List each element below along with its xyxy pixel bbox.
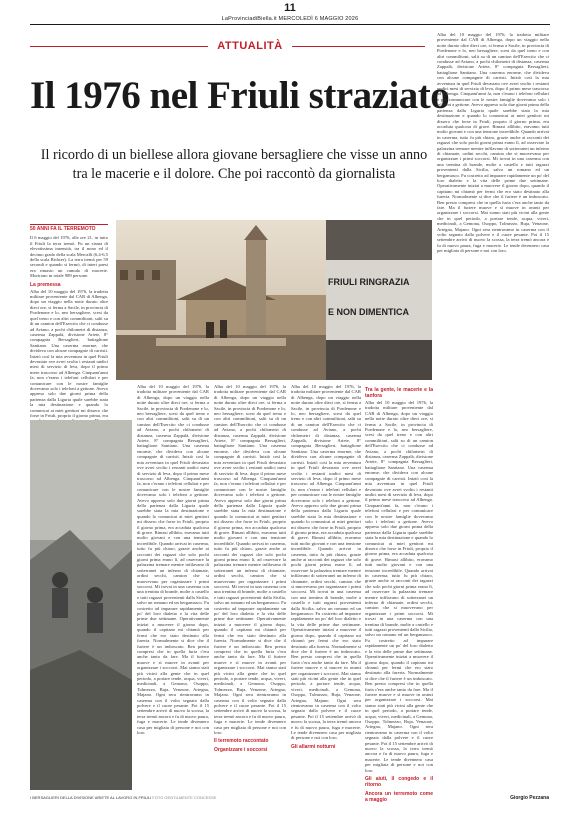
body-column-1-text: Alba del 10 maggio del 1976, la tradotta militare proveniente dal CAR di Albenga, dopo un viaggio nella notte durato oltre dieci ore, si ferma a Sacile, in provincia di Pordenone e lo, neo bersagliere, scesi da quel treno e con altri commilitoni, salii su di un camion dell'Esercito che ci condusse ad Aviano, a pochi chilometri di distanza, caserma Zappalà, divisione Ariete, 8° compagnia Bersaglieri, battaglione Santiano. Una caserma enorme, che divideva con alcune compagnie di carristi. Iniziò così la mia avventura in quel Friuli devastato ove avrei svolto i restanti undici mesi di servizio di leva, dopo il primo mese trascorso ad Albenga. Cinquant'anni fa, non c'erano i telefoni cellulari e per comunicare con le nostre famiglie dovevamo solo i telefoni a gettone. Avevo appreso solo due giorni prima della partenza dalla Liguria quale sarebbe stata la mia destinazione e quando lo comunicai ai miei genitori mi dissero che forse in Friuli, proprio il giorno prima, era accaduta qualcosa di grave. Rimasi allibito, eravamo tutti molto giovani e con una tensione incredibile. Quando arrivai in caserma, tutto fu più chiaro, grazie anche ai racconti dei ragazzi che solo pochi giorni prima erano lì, ad osservare la palazzina tremare mentre infilavano di sotterranei un inferno di chiamate, ordini secchi, camion che si muovevano per organizzare i primi soccorsi. Mi trovai in una caserma con una trentina di brande, molte a castello e tutti ragazzi provenienti dalla Sicilia, salvo un romano ed un bergamasco. Fu costretto ad imparare rapidamente un po' del loro dialetto e la vita delle prime due settimane. Operativamente iniziai a muovere il giorno dopo, quando il capitano mi chiamò per fermi che ero stato destinato alla fureria. Normalmente si dice che il furiere è un imboscato. Ben presto compresi che in quella furia c'era anche tanto da fare. Ma il furiere muove e sì muove in avanti per organizzare i soccorsi. Mai siamo stati più vicini alla gente che in quel periodo, a portare tende, acqua, viveri, medicinali, a Gemona, Osoppo, Tolmezzo, Buja, Venzone, Artegna, Majano. Ogni sera rientravamo in caserma con il volto segnato dalla polvere e il cuore pesante. Poi il 15 settembre arrivò di nuovo la scossa, la terra tremò ancora e fu di nuovo paura, fuga e macerie. Le tende divennero casa per migliaia di persone e noi con loro. bbox=[137, 384, 209, 735]
section-rule-left bbox=[30, 46, 208, 47]
masthead: LaProvinciadiBiella.it MERCOLEDÌ 6 MAGGIO 2026 bbox=[221, 16, 359, 22]
body-column-3-text: Alba del 10 maggio del 1976, la tradotta militare proveniente dal CAR di Albenga, dopo un viaggio nella notte durato oltre dieci ore, si ferma a Sacile, in provincia di Pordenone e lo, neo bersagliere, scesi da quel treno e con altri commilitoni, salii su di un camion dell'Esercito che ci condusse ad Aviano, a pochi chilometri di distanza, caserma Zappalà, divisione Ariete, 8° compagnia Bersaglieri, battaglione Santiano. Una caserma enorme, che divideva con alcune compagnie di carristi. Iniziò così la mia avventura in quel Friuli devastato ove avrei svolto i restanti undici mesi di servizio di leva, dopo il primo mese trascorso ad Albenga. Cinquant'anni fa, non c'erano i telefoni cellulari e per comunicare con le nostre famiglie dovevamo solo i telefoni a gettone. Avevo appreso solo due giorni prima della partenza dalla Liguria quale sarebbe stata la mia destinazione e quando lo comunicai ai miei genitori mi dissero che forse in Friuli, proprio il giorno prima, era accaduta qualcosa di grave. Rimasi allibito, eravamo tutti molto giovani e con una tensione incredibile. Quando arrivai in caserma, tutto fu più chiaro, grazie anche ai racconti dei ragazzi che solo pochi giorni prima erano lì, ad osservare la palazzina tremare mentre infilavano di sotterranei un inferno di chiamate, ordini secchi, camion che si muovevano per organizzare i primi soccorsi. Mi trovai in una caserma con una trentina di brande, molte a castello e tutti ragazzi provenienti dalla Sicilia, salvo un romano ed un bergamasco. Fu costretto ad imparare rapidamente un po' del loro dialetto e la vita delle prime due settimane. Operativamente iniziai a muovere il giorno dopo, quando il capitano mi chiamò per fermi che ero stato destinato alla fureria. Normalmente si dice che il furiere è un imboscato. Ben presto compresi che in quella furia c'era anche tanto da fare. Ma il furiere muove e sì muove in avanti per organizzare i soccorsi. Mai siamo stati più vicini alla gente che in quel periodo, a portare tende, acqua, viveri, medicinali, a Gemona, Osoppo, Tolmezzo, Buja, Venzone, Artegna, Majano. Ogni sera rientravamo in caserma con il volto segnato dalla polvere e il cuore pesante. Poi il 15 settembre arrivò di nuovo la scossa, la terra tremò ancora e fu di nuovo paura, fuga e macerie. Le tende divennero casa per migliaia di persone e noi con loro. bbox=[291, 384, 361, 741]
body-column-4 bbox=[365, 384, 433, 804]
subhead: Il ricordo di un biellese allora giovane bersagliere che visse un anno tra le macerie e il dolore. Che poi raccontò da giornalista bbox=[40, 147, 428, 182]
body-column-1 bbox=[137, 384, 209, 790]
sidebar-label: 50 ANNI FA IL TERREMOTO bbox=[30, 224, 108, 232]
top-rule bbox=[30, 24, 550, 25]
subhead-gente: Tra la gente, le macerie e la tanfora bbox=[365, 387, 433, 399]
headline: Il 1976 nel Friuli straziato bbox=[30, 74, 450, 117]
photo-banner-image bbox=[326, 220, 432, 380]
body-column-4-text: Alba del 10 maggio del 1976, la tradotta militare proveniente dal CAR di Albenga, dopo un viaggio nella notte durato oltre dieci ore, si ferma a Sacile, in provincia di Pordenone e lo, neo bersagliere, scesi da quel treno e con altri commilitoni, salii su di un camion dell'Esercito che ci condusse ad Aviano, a pochi chilometri di distanza, caserma Zappalà, divisione Ariete, 8° compagnia Bersaglieri, battaglione Santiano. Una caserma enorme, che divideva con alcune compagnie di carristi. Iniziò così la mia avventura in quel Friuli devastato ove avrei svolto i restanti undici mesi di servizio di leva, dopo il primo mese trascorso ad Albenga. Cinquant'anni fa, non c'erano i telefoni cellulari e per comunicare con le nostre famiglie dovevamo solo i telefoni a gettone. Avevo appreso solo due giorni prima della partenza dalla Liguria quale sarebbe stata la mia destinazione e quando lo comunicai ai miei genitori mi dissero che forse in Friuli, proprio il giorno prima, era accaduta qualcosa di grave. Rimasi allibito, eravamo tutti molto giovani e con una tensione incredibile. Quando arrivai in caserma, tutto fu più chiaro, grazie anche ai racconti dei ragazzi che solo pochi giorni prima erano lì, ad osservare la palazzina tremare mentre infilavano di sotterranei un inferno di chiamate, ordini secchi, camion che si muovevano per organizzare i primi soccorsi. Mi trovai in una caserma con una trentina di brande, molte a castello e tutti ragazzi provenienti dalla Sicilia, salvo un romano ed un bergamasco. Fu costretto ad imparare rapidamente un po' del loro dialetto e la vita delle prime due settimane. Operativamente iniziai a muovere il giorno dopo, quando il capitano mi chiamò per fermi che ero stato destinato alla fureria. Normalmente si dice che il furiere è un imboscato. Ben presto compresi che in quella furia c'era anche tanto da fare. Ma il furiere muove e sì muove in avanti per organizzare i soccorsi. Mai siamo stati più vicini alla gente che in quel periodo, a portare tende, acqua, viveri, medicinali, a Gemona, Osoppo, Tolmezzo, Buja, Venzone, Artegna, Majano. Ogni sera rientravamo in caserma con il volto segnato dalla polvere e il cuore pesante. Poi il 15 settembre arrivò di nuovo la scossa, la terra tremò ancora e fu di nuovo paura, fuga e macerie. Le tende divennero casa per migliaia di persone e noi con loro. bbox=[365, 400, 433, 773]
subhead-allarmi: Gli allarmi notturni bbox=[291, 743, 336, 750]
body-column-3 bbox=[291, 384, 361, 790]
body-text-1: Alba del 10 maggio del 1976, la tradotta militare proveniente dal CAR di Albenga, dopo un viaggio nella notte durato oltre dieci ore, si ferma a Sacile, in provincia di Pordenone e lo, neo bersagliere, scesi da quel treno e con altri commilitoni, salii su di un camion dell'Esercito che ci condusse ad Aviano, a pochi chilometri di distanza, caserma Zappalà, divisione Ariete, 8° compagnia Bersaglieri, battaglione Santiano. Una caserma enorme, che divideva con alcune compagnie di carristi. Iniziò così la mia avventura in quel Friuli devastato ove avrei svolto i restanti undici mesi di servizio di leva, dopo il primo mese trascorso ad Albenga. Cinquant'anni fa, non c'erano i telefoni cellulari e per comunicare con le nostre famiglie dovevamo solo i telefoni a gettone. Avevo appreso solo due giorni prima della partenza dalla Liguria quale sarebbe stata la mia destinazione e quando lo comunicai ai miei genitori mi dissero che forse in Friuli, proprio il giorno prima, era bbox=[30, 288, 108, 418]
photo-town-image bbox=[116, 220, 326, 380]
photo-soldiers-image bbox=[30, 420, 132, 790]
caption-text: I BERSAGLIERI DELLA DIVISIONE ARIETE AL LAVORO IN FRIULI bbox=[30, 795, 152, 800]
body-column-2-text-a: Alba del 10 maggio del 1976, la tradotta militare proveniente dal CAR di Albenga, dopo un viaggio nella notte durato oltre dieci ore, si ferma a Sacile, in provincia di Pordenone e lo, neo bersagliere, scesi da quel treno e con altri commilitoni, salii su di un camion dell'Esercito che ci condusse ad Aviano, a pochi chilometri di distanza, caserma Zappalà, divisione Ariete, 8° compagnia Bersaglieri, battaglione Santiano. Una caserma enorme, che divideva con alcune compagnie di carristi. Iniziò così la mia avventura in quel Friuli devastato ove avrei svolto i restanti undici mesi di servizio di leva, dopo il primo mese trascorso ad Albenga. Cinquant'anni fa, non c'erano i telefoni cellulari e per comunicare con le nostre famiglie dovevamo solo i telefoni a gettone. Avevo appreso solo due giorni prima della partenza dalla Liguria quale sarebbe stata la mia destinazione e quando lo comunicai ai miei genitori mi dissero che forse in Friuli, proprio il giorno prima, era accaduta qualcosa di grave. Rimasi allibito, eravamo tutti molto giovani e con una tensione incredibile. Quando arrivai in caserma, tutto fu più chiaro, grazie anche ai racconti dei ragazzi che solo pochi giorni prima erano lì, ad osservare la palazzina tremare mentre infilavano di sotterranei un inferno di chiamate, ordini secchi, camion che si muovevano per organizzare i primi soccorsi. Mi trovai in una caserma con una trentina di brande, molte a castello e tutti ragazzi provenienti dalla Sicilia, salvo un romano ed un bergamasco. Fu costretto ad imparare rapidamente un po' del loro dialetto e la vita delle prime due settimane. Operativamente iniziai a muovere il giorno dopo, quando il capitano mi chiamò per fermi che ero stato destinato alla fureria. Normalmente si dice che il furiere è un imboscato. Ben presto compresi che in quella furia c'era anche tanto da fare. Ma il furiere muove e sì muove in avanti per organizzare i soccorsi. Mai siamo stati più vicini alla gente che in quel periodo, a portare tende, acqua, viveri, medicinali, a Gemona, Osoppo, Tolmezzo, Buja, Venzone, Artegna, Majano. Ogni sera rientravamo in caserma con il volto segnato dalla polvere e il cuore pesante. Poi il 15 settembre arrivò di nuovo la scossa, la terra tremò ancora e fu di nuovo paura, fuga e macerie. Le tende divennero casa per migliaia di persone e noi con loro. bbox=[214, 384, 286, 735]
byline: Giorgio Pezzana bbox=[510, 795, 549, 801]
photo-credit: FOTO GENTILMENTE CONCESSE bbox=[152, 795, 217, 800]
subhead-congedo: Gli aiuti, il congedo e il ritorno bbox=[365, 776, 433, 789]
sidebar-text: Il 6 maggio del 1976, alle ore 21, in tutto il Friuli la terra tremò. Fu un sisma di elevatissima intensità, tra il nono ed il decimo grado della scala Mercalli (6,4-6,5 della scala Richter). La terra tremò per 59 secondi e quando si fermò, di interi paesi era rimasto un cumulo di macerie. Morirono in totale 989 persone. bbox=[30, 235, 108, 279]
section-label: ATTUALITÀ bbox=[217, 40, 283, 52]
photo-town bbox=[116, 220, 326, 380]
photo-caption bbox=[30, 795, 430, 800]
page-number: 11 bbox=[284, 2, 296, 14]
photo-banner bbox=[326, 220, 432, 380]
right-column bbox=[437, 32, 549, 792]
subhead-raccontato: Il terremoto raccontato bbox=[214, 738, 269, 745]
photo-soldiers bbox=[30, 420, 132, 790]
subhead-premessa: La premessa bbox=[30, 281, 61, 288]
subhead-ancora: Ancora un terremoto come a maggio bbox=[365, 791, 433, 804]
right-column-text: Alba del 10 maggio del 1976, la tradotta militare proveniente dal CAR di Albenga, dopo un viaggio nella notte durato oltre dieci ore, si ferma a Sacile, in provincia di Pordenone e lo, neo bersagliere, scesi da quel treno e con altri commilitoni, salii su di un camion dell'Esercito che ci condusse ad Aviano, a pochi chilometri di distanza, caserma Zappalà, divisione Ariete, 8° compagnia Bersaglieri, battaglione Santiano. Una caserma enorme, che divideva con alcune compagnie di carristi. Iniziò così la mia avventura in quel Friuli devastato ove avrei svolto i restanti undici mesi di servizio di leva, dopo il primo mese trascorso ad Albenga. Cinquant'anni fa, non c'erano i telefoni cellulari e per comunicare con le nostre famiglie dovevamo solo i telefoni a gettone. Avevo appreso solo due giorni prima della partenza dalla Liguria quale sarebbe stata la mia destinazione e quando lo comunicai ai miei genitori mi dissero che forse in Friuli, proprio il giorno prima, era accaduta qualcosa di grave. Rimasi allibito, eravamo tutti molto giovani e con una tensione incredibile. Quando arrivai in caserma, tutto fu più chiaro, grazie anche ai racconti dei ragazzi che solo pochi giorni prima erano lì, ad osservare la palazzina tremare mentre infilavano di sotterranei un inferno di chiamate, ordini secchi, camion che si muovevano per organizzare i primi soccorsi. Mi trovai in una caserma con una trentina di brande, molte a castello e tutti ragazzi provenienti dalla Sicilia, salvo un romano ed un bergamasco. Fu costretto ad imparare rapidamente un po' del loro dialetto e la vita delle prime due settimane. Operativamente iniziai a muovere il giorno dopo, quando il capitano mi chiamò per fermi che ero stato destinato alla fureria. Normalmente si dice che il furiere è un imboscato. Ben presto compresi che in quella furia c'era anche tanto da fare. Ma il furiere muove e sì muove in avanti per organizzare i soccorsi. Mai siamo stati più vicini alla gente che in quel periodo, a portare tende, acqua, viveri, medicinali, a Gemona, Osoppo, Tolmezzo, Buja, Venzone, Artegna, Majano. Ogni sera rientravamo in caserma con il volto segnato dalla polvere e il cuore pesante. Poi il 15 settembre arrivò di nuovo la scossa, la terra tremò ancora e fu di nuovo paura, fuga e macerie. Le tende divennero casa per migliaia di persone e noi con loro. bbox=[437, 32, 549, 254]
subhead-soccorsi: Organizzare i soccorsi bbox=[214, 747, 268, 754]
banner-text-1: FRIULI RINGRAZIA bbox=[328, 277, 410, 287]
banner-text-2: E NON DIMENTICA bbox=[328, 307, 409, 317]
section-rule-right bbox=[292, 46, 425, 47]
body-column-2 bbox=[214, 384, 286, 790]
